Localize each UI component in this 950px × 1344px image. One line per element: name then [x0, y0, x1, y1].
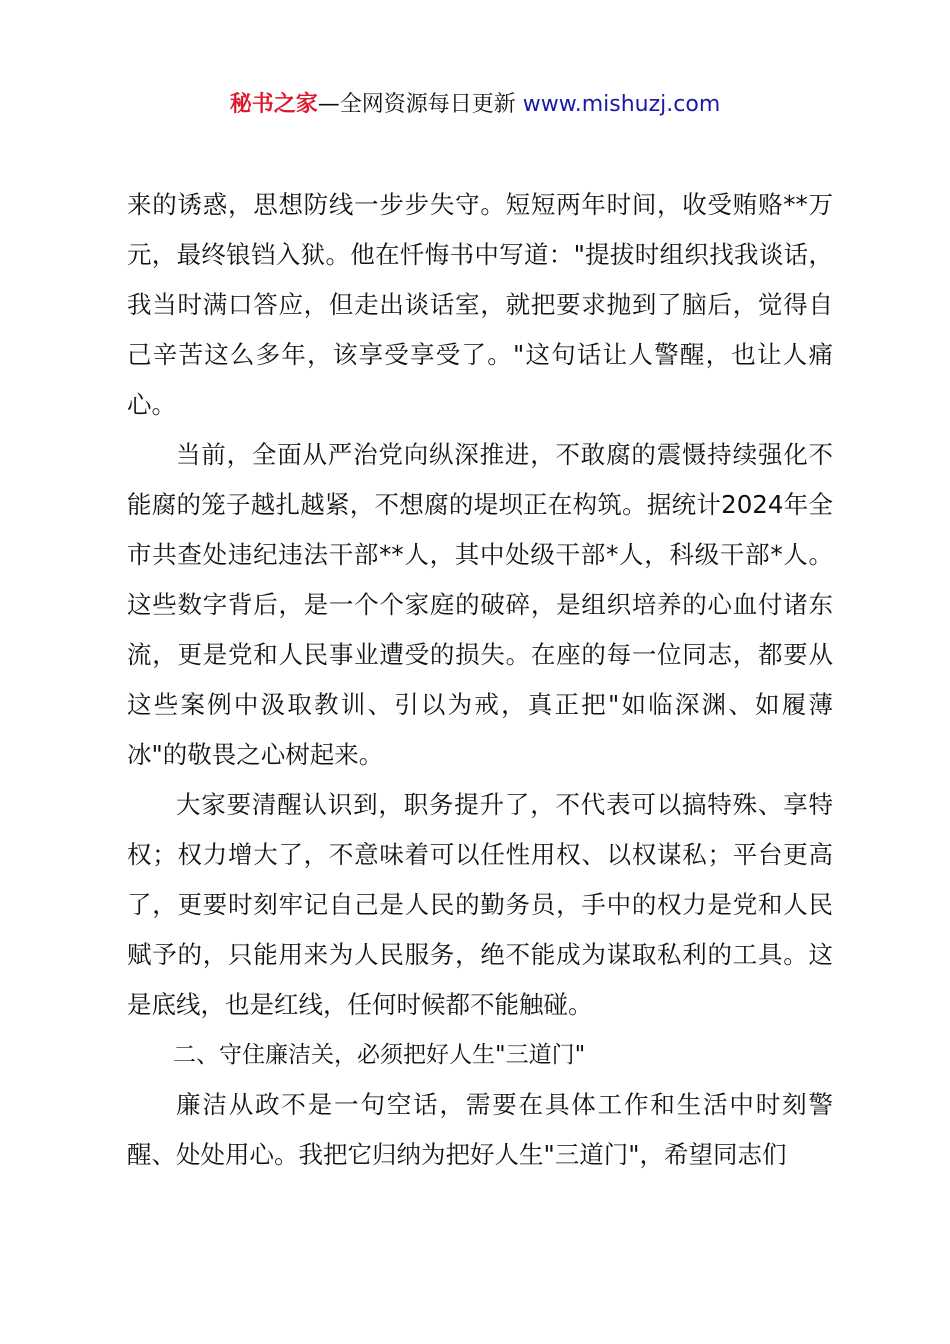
paragraph-continuation: 来的诱惑，思想防线一步步失守。短短两年时间，收受贿赂**万元，最终锒铛入狱。他在忏悔书中写道："提拔时组织找我谈话，我当时满口答应，但走出谈话室，就把要求抛到了脑后，觉得自己辛苦这么多年，该享受享受了。"这句话让人警醒，也让人痛心。 — [127, 190, 833, 419]
page-header — [0, 88, 950, 122]
site-brand: 秘书之家 — [229, 92, 318, 117]
paragraph-awareness: 大家要清醒认识到，职务提升了，不代表可以搞特殊、享特权；权力增大了，不意味着可以任性用权、以权谋私；平台更高了，更要时刻牢记自己是人民的勤务员，手中的权力是党和人民赋予的，只能用来为人民服务，绝不能成为谋取私利的工具。这是底线，也是红线，任何时候都不能触碰。 — [127, 790, 833, 1019]
paragraph-current-situation: 当前，全面从严治党向纵深推进，不敢腐的震慑持续强化不能腐的笼子越扎越紧，不想腐的堤坝正在构筑。据统计2024年全市共查处违纪违法干部**人，其中处级干部*人，科级干部*人。这些数字背后，是一个个家庭的破碎，是组织培养的心血付诸东流，更是党和人民事业遭受的损失。在座的每一位同志，都要从这些案例中汲取教训、引以为戒，真正把"如临深渊、如履薄冰"的敬畏之心树起来。 — [127, 440, 833, 769]
paragraph-integrity: 廉洁从政不是一句空话，需要在具体工作和生活中时刻警醒、处处用心。我把它归纳为把好人生"三道门"，希望同志们 — [127, 1090, 833, 1169]
section-heading: 二、守住廉洁关，必须把好人生"三道门" — [173, 1042, 586, 1068]
site-tagline: —全网资源每日更新 — [317, 92, 523, 117]
site-url[interactable]: www.mishuzj.com — [522, 92, 721, 117]
document-body — [127, 180, 833, 1180]
